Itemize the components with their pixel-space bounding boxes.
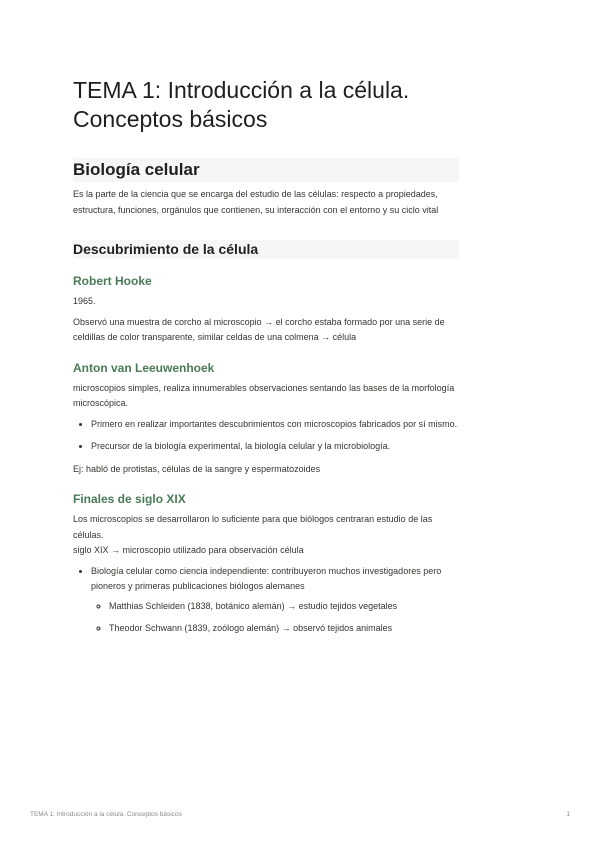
hooke-text: Observó una muestra de corcho al microscopio → el corcho estaba formado por una serie de celdillas de color transparente, similar celdas de una colmena → célula	[73, 316, 445, 342]
list-item: • Precursor de la biología experimental, la biología celular y la microbiología.	[91, 439, 459, 455]
page-number: 1	[566, 811, 570, 818]
leeuwenhoek-text: microscopios simples, realiza innumerables observaciones sentando las bases de la morfología microscópica.	[73, 382, 455, 408]
list-item: ◦ Matthias Schleiden (1838, botánico alemán) → estudio tejidos vegetales	[109, 599, 459, 615]
leeuwenhoek-example: Ej: habló de protistas, células de la sangre y espermatozoides	[73, 463, 321, 474]
section-heading-biologia-celular: Biología celular	[73, 158, 459, 182]
biologia-celular-text: Es la parte de la ciencia que se encarga del estudio de las células: respecto a propiedades, estructura, funciones, orgánulos que contienen, su interacción con el entorno y su ciclo vital	[73, 189, 439, 215]
subheading-finales-siglo-xix: Finales de siglo XIX	[73, 492, 186, 506]
xix-text-2: siglo XIX → microscopio utilizado para observación célula	[73, 545, 304, 555]
leeuwenhoek-bullets	[73, 417, 459, 455]
subheading-robert-hooke: Robert Hooke	[73, 274, 152, 288]
hooke-year: 1965.	[73, 296, 96, 306]
subheading-leeuwenhoek: Anton van Leeuwenhoek	[73, 360, 215, 375]
xix-text-1: Los microscopios se desarrollaron lo suficiente para que biólogos centraran estudio de las células.	[73, 514, 433, 540]
list-item: ◦ Theodor Schwann (1839, zoólogo alemán) → observó tejidos animales	[109, 621, 459, 637]
document-page	[73, 76, 459, 644]
xix-subbullets	[91, 599, 459, 637]
page-title: TEMA 1: Introducción a la célula. Conceptos básicos	[73, 77, 410, 132]
section-heading-descubrimiento: Descubrimiento de la célula	[73, 240, 459, 259]
xix-bullets	[73, 564, 459, 637]
footer-title: TEMA 1: Introducción a la célula. Conceptos básicos	[30, 811, 182, 818]
list-item: • Primero en realizar importantes descubrimientos con microscopios fabricados por sí mismo.	[91, 417, 459, 433]
list-item: • Biología celular como ciencia independiente: contribuyeron muchos investigadores pero pioneros y primeras publicaciones biólogos alemanes ◦ Matthias Schleiden (1838, botánico alemán) → estudio tejidos vegetales ◦ Theodor Schwann (1839, zoólogo alemán) → observó tejidos animales	[91, 564, 459, 637]
